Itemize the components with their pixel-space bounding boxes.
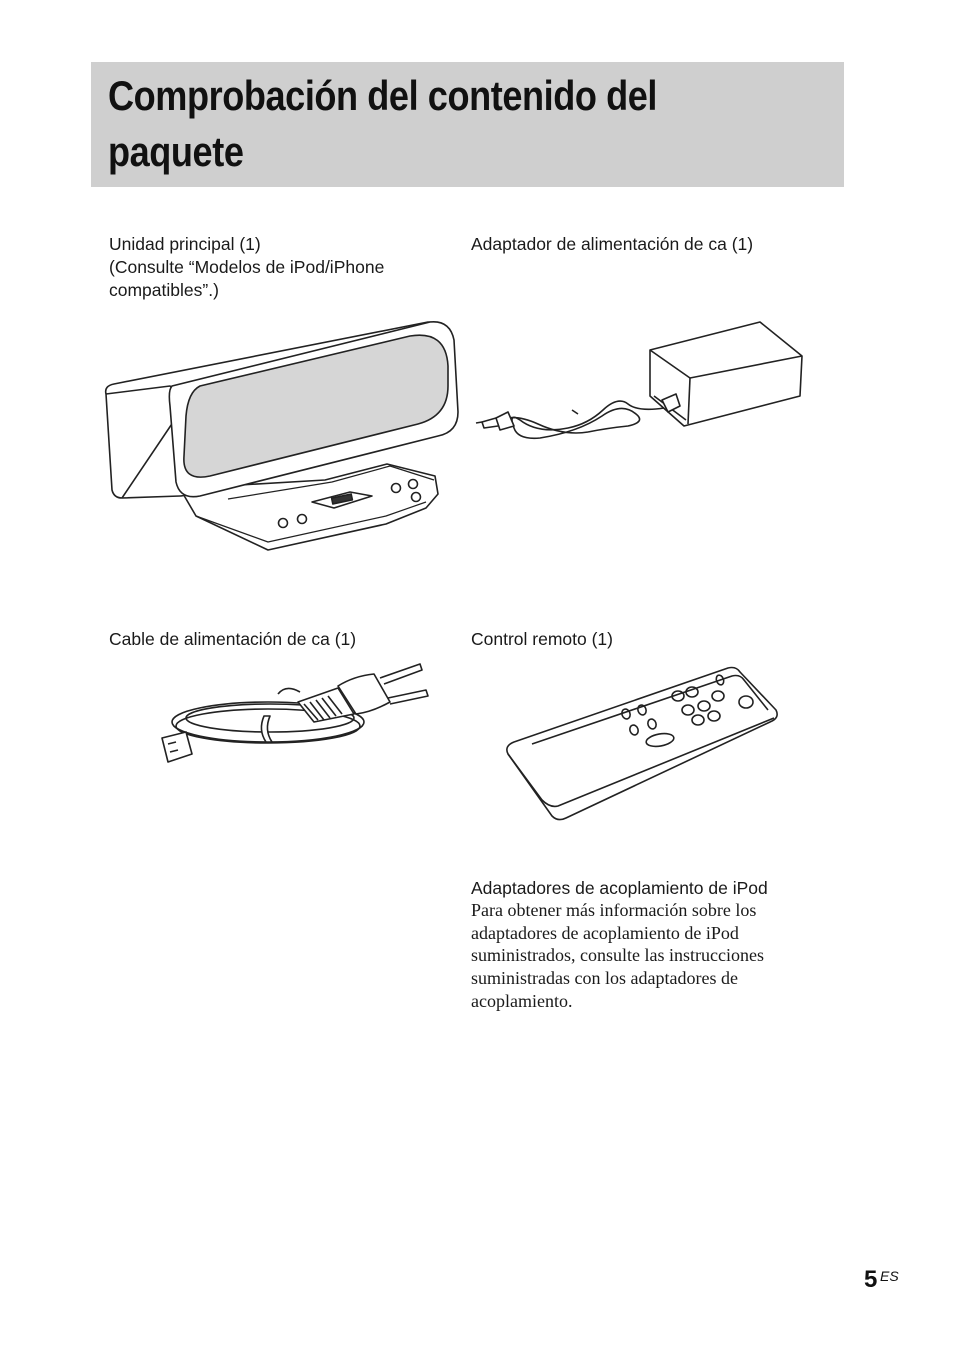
- dock-desc-line: adaptadores de acoplamiento de iPod: [471, 922, 739, 943]
- ac-adapter-label: Adaptador de alimentación de ca (1): [471, 234, 754, 254]
- main-unit-illustration: [100, 316, 465, 558]
- ac-adapter-caption: [471, 233, 753, 256]
- remote-caption: [471, 628, 613, 651]
- ac-cable-caption: [109, 628, 356, 651]
- dock-adapters-label: Adaptadores de acoplamiento de iPod: [471, 878, 768, 898]
- page-title-line2: paquete: [108, 128, 244, 175]
- ac-cable-label: Cable de alimentación de ca (1): [109, 629, 357, 649]
- ac-adapter-illustration: [468, 316, 808, 462]
- dock-desc-line: acoplamiento.: [471, 990, 573, 1011]
- page-title-line1: Comprobación del contenido del: [108, 72, 657, 119]
- dock-adapters-caption: [471, 877, 768, 900]
- dock-adapters-description: [471, 899, 764, 1013]
- dock-desc-line: suministradas con los adaptadores de: [471, 968, 738, 989]
- page-title: [108, 68, 727, 180]
- main-unit-label: Unidad principal (1): [109, 234, 261, 254]
- page-language-suffix: ES: [880, 1268, 899, 1284]
- dock-desc-line: Para obtener más información sobre los: [471, 900, 757, 920]
- remote-control-illustration: [500, 660, 782, 824]
- ac-cable-illustration: [158, 658, 436, 772]
- main-unit-caption: [109, 233, 384, 302]
- main-unit-note-line1: (Consulte “Modelos de iPod/iPhone: [109, 257, 385, 277]
- dock-desc-line: suministrados, consulte las instrucciones: [471, 945, 764, 966]
- page-number: 5: [864, 1266, 878, 1293]
- remote-label: Control remoto (1): [471, 629, 613, 649]
- title-band: [91, 62, 844, 187]
- main-unit-note-line2: compatibles”.): [109, 280, 219, 300]
